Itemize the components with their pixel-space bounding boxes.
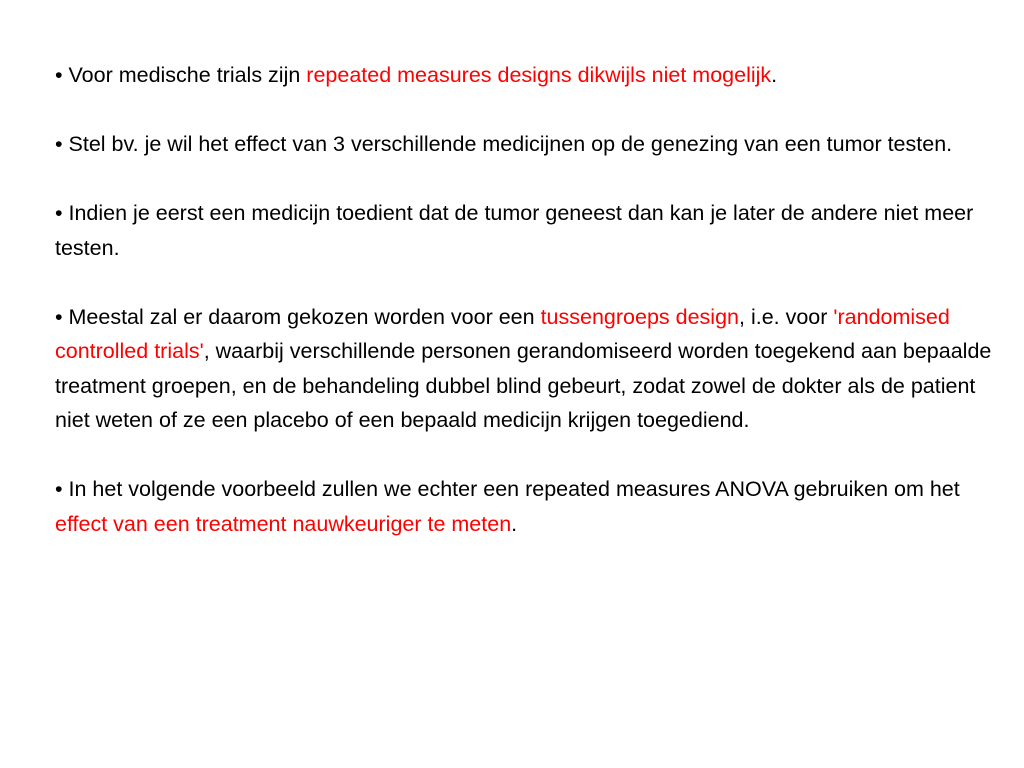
bullet-paragraph-5 <box>55 472 995 541</box>
paragraph-text: • Indien je eerst een medicijn toedient dat de tumor geneest dan kan je later de andere niet meer testen. <box>55 201 974 260</box>
paragraph-text: • Voor medische trials zijn <box>55 63 307 87</box>
highlighted-text: 'randomised controlled trials' <box>55 304 950 363</box>
highlighted-text: tussengroeps design <box>540 304 739 329</box>
bullet-paragraph-3 <box>55 196 995 265</box>
bullet-paragraph-4 <box>55 300 995 438</box>
paragraph-text: . <box>511 511 518 536</box>
paragraph-text: • In het volgende voorbeeld zullen we echter een repeated measures ANOVA gebruiken om het <box>55 477 960 501</box>
paragraph-text: . <box>771 63 778 87</box>
paragraph-text: , i.e. voor <box>739 304 834 329</box>
bullet-paragraph-1 <box>55 58 995 93</box>
slide-body <box>55 58 995 576</box>
paragraph-text: , waarbij verschillende personen gerandomiseerd worden toegekend aan bepaalde treatment groepen, en de behandeling dubbel blind gebeurt, zodat zowel de dokter als de patient niet weten of ze een placebo of een bepaald medicijn krijgen toegediend. <box>55 339 992 432</box>
paragraph-text: • Meestal zal er daarom gekozen worden voor een <box>55 304 541 329</box>
highlighted-text: repeated measures designs dikwijls niet mogelijk <box>306 63 772 87</box>
bullet-paragraph-2 <box>55 127 995 162</box>
highlighted-text: effect van een treatment nauwkeuriger te meten <box>55 511 512 536</box>
paragraph-text: • Stel bv. je wil het effect van 3 verschillende medicijnen op de genezing van een tumor testen. <box>55 132 953 156</box>
